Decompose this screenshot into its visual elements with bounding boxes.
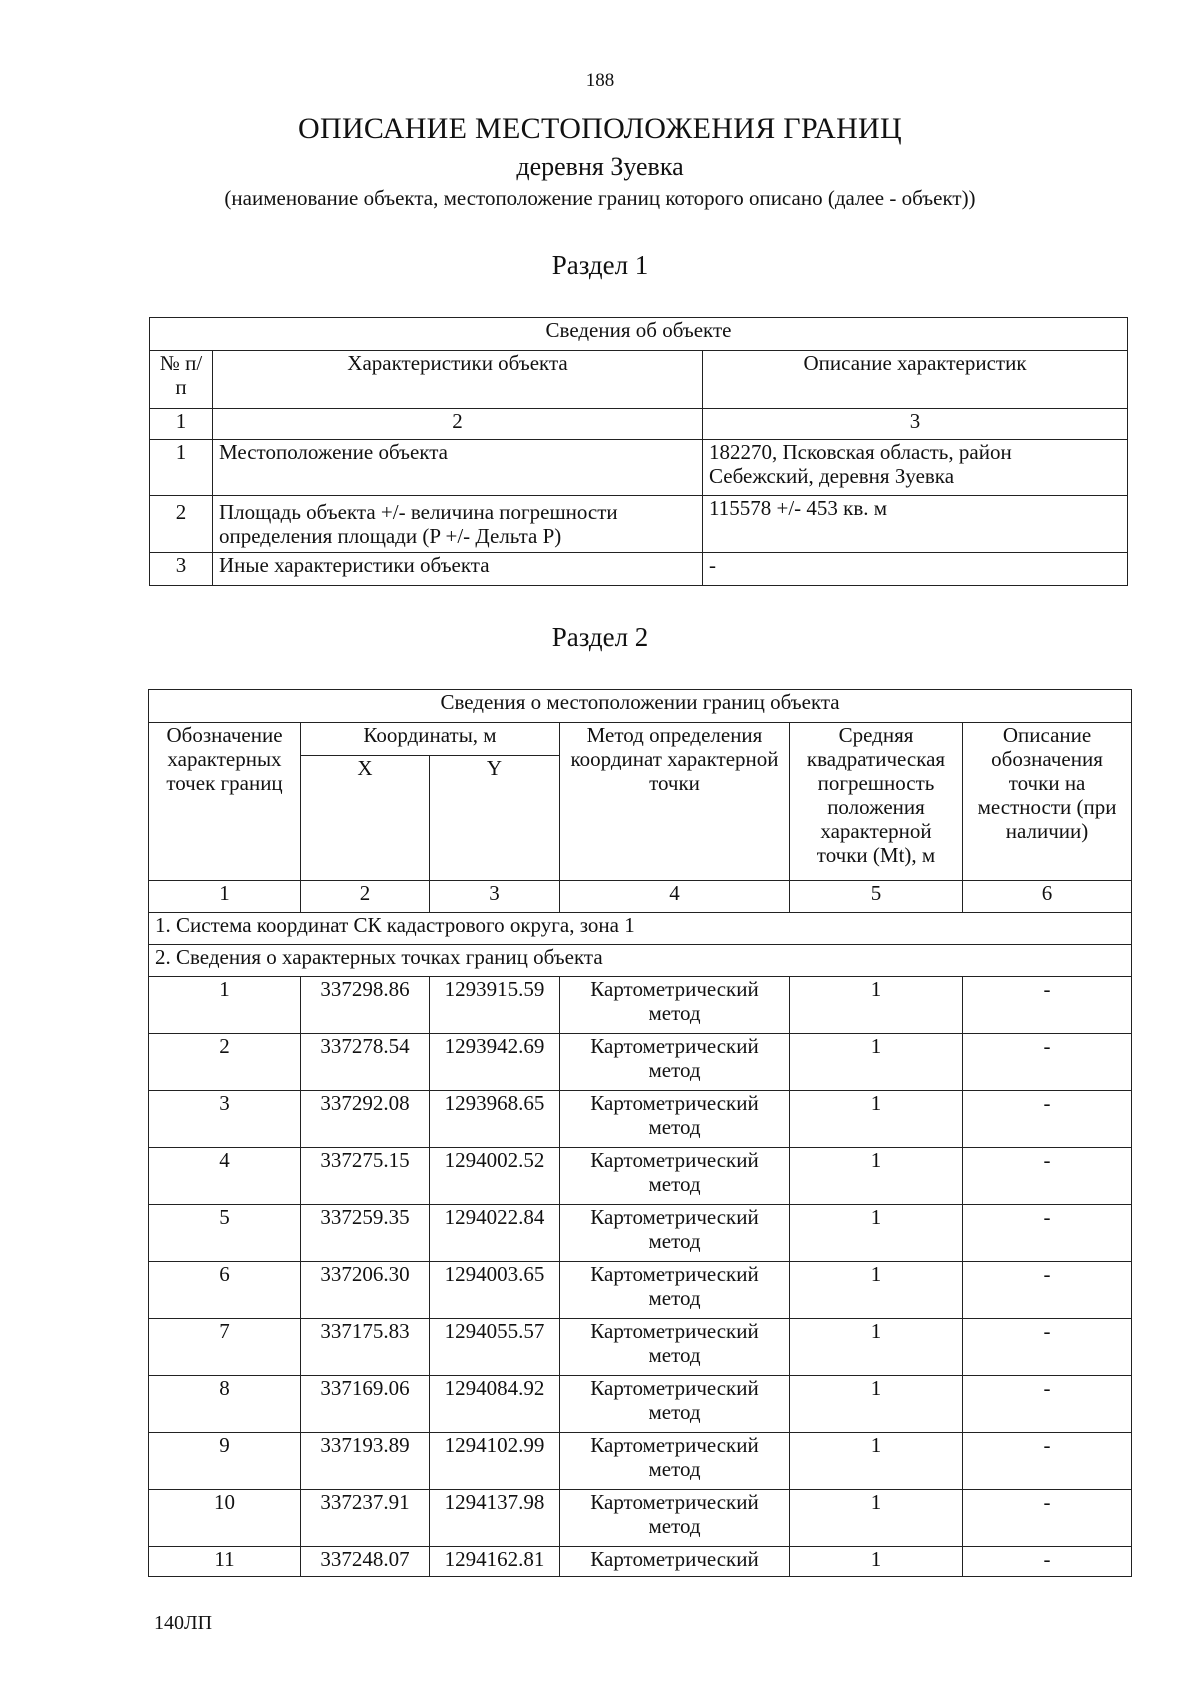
col-number: 3 (430, 881, 560, 913)
point-id: 6 (149, 1262, 301, 1319)
point-y: 1294055.57 (430, 1319, 560, 1376)
point-method: Картометрический метод (560, 1490, 790, 1547)
col-number: 4 (560, 881, 790, 913)
row-value: - (703, 553, 1128, 586)
point-mt: 1 (790, 1376, 963, 1433)
col-number: 1 (150, 409, 213, 440)
point-mt: 1 (790, 1262, 963, 1319)
row-value: 115578 +/- 453 кв. м (703, 496, 1128, 553)
point-description: - (963, 1319, 1132, 1376)
point-mt: 1 (790, 1148, 963, 1205)
point-description: - (963, 1091, 1132, 1148)
points-body (149, 977, 1132, 1547)
point-y: 1294003.65 (430, 1262, 560, 1319)
header-characteristic: Характеристики объекта (213, 351, 703, 409)
table-row (149, 1433, 1132, 1490)
point-x: 337237.91 (301, 1490, 430, 1547)
header-point: Обозначение характерных точек границ (149, 723, 301, 881)
section1-heading: Раздел 1 (551, 250, 649, 280)
point-x: 337193.89 (301, 1433, 430, 1490)
point-description: - (963, 1205, 1132, 1262)
point-y: 1294102.99 (430, 1433, 560, 1490)
object-info-table (149, 317, 1128, 586)
table-row (150, 553, 1128, 586)
object-name: деревня Зуевка (516, 152, 684, 181)
footer-code: 140ЛП (154, 1612, 213, 1634)
row-value: 182270, Псковская область, район Себежский, деревня Зуевка (703, 440, 1128, 496)
col-number: 3 (703, 409, 1128, 440)
point-x: 337292.08 (301, 1091, 430, 1148)
point-y: 1294084.92 (430, 1376, 560, 1433)
point-method: Картометрический (560, 1547, 790, 1577)
row-name: Иные характеристики объекта (213, 553, 703, 586)
point-method: Картометрический метод (560, 1205, 790, 1262)
point-method: Картометрический метод (560, 1376, 790, 1433)
header-description: Описание характеристик (703, 351, 1128, 409)
header-coords: Координаты, м (301, 723, 560, 756)
col-number: 1 (149, 881, 301, 913)
point-description: - (963, 1490, 1132, 1547)
point-y: 1294022.84 (430, 1205, 560, 1262)
point-y: 1294002.52 (430, 1148, 560, 1205)
point-method: Картометрический метод (560, 1433, 790, 1490)
boundary-points-table (148, 689, 1132, 1577)
header-point-description: Описание обозначения точки на местности (при наличии) (963, 723, 1132, 881)
point-description: - (963, 1262, 1132, 1319)
section2-heading: Раздел 2 (551, 622, 649, 652)
point-description: - (963, 977, 1132, 1034)
point-id: 9 (149, 1433, 301, 1490)
header-x: X (301, 756, 430, 881)
point-x: 337259.35 (301, 1205, 430, 1262)
point-y: 1293968.65 (430, 1091, 560, 1148)
table-row (149, 1319, 1132, 1376)
point-y: 1294137.98 (430, 1490, 560, 1547)
point-x: 337278.54 (301, 1034, 430, 1091)
header-error: Средняя квадратическая погрешность положения характерной точки (Mt), м (790, 723, 963, 881)
row-name: Местоположение объекта (213, 440, 703, 496)
point-mt: 1 (790, 1319, 963, 1376)
row-number: 1 (150, 440, 213, 496)
row-name: Площадь объекта +/- величина погрешности определения площади (P +/- Дельта P) (213, 496, 703, 553)
point-method: Картометрический метод (560, 1091, 790, 1148)
point-mt: 1 (790, 1433, 963, 1490)
point-method: Картометрический метод (560, 1148, 790, 1205)
document-title: ОПИСАНИЕ МЕСТОПОЛОЖЕНИЯ ГРАНИЦ (298, 112, 902, 145)
table-row (149, 1205, 1132, 1262)
point-id: 11 (149, 1547, 301, 1577)
col-number: 2 (301, 881, 430, 913)
point-mt: 1 (790, 1547, 963, 1577)
table-row (149, 1034, 1132, 1091)
table-row (149, 1148, 1132, 1205)
col-number: 5 (790, 881, 963, 913)
point-y: 1294162.81 (430, 1547, 560, 1577)
point-id: 5 (149, 1205, 301, 1262)
point-method: Картометрический метод (560, 1262, 790, 1319)
table-row (150, 440, 1128, 496)
points-title: 2. Сведения о характерных точках границ объекта (149, 945, 1132, 977)
point-description: - (963, 1376, 1132, 1433)
point-mt: 1 (790, 1091, 963, 1148)
point-id: 2 (149, 1034, 301, 1091)
point-x: 337275.15 (301, 1148, 430, 1205)
point-x: 337248.07 (301, 1547, 430, 1577)
header-y: Y (430, 756, 560, 881)
page-number: 188 (585, 70, 615, 91)
table-row (149, 1490, 1132, 1547)
col-number: 2 (213, 409, 703, 440)
point-mt: 1 (790, 1205, 963, 1262)
table-row (149, 1262, 1132, 1319)
point-mt: 1 (790, 977, 963, 1034)
point-description: - (963, 1034, 1132, 1091)
point-y: 1293915.59 (430, 977, 560, 1034)
point-description: - (963, 1433, 1132, 1490)
point-description: - (963, 1148, 1132, 1205)
table-row (150, 496, 1128, 553)
table-row (149, 1547, 1132, 1577)
header-number: № п/п (150, 351, 213, 409)
coord-system: 1. Система координат СК кадастрового округа, зона 1 (149, 913, 1132, 945)
table-row (149, 1091, 1132, 1148)
header-method: Метод определения координат характерной точки (560, 723, 790, 881)
point-id: 10 (149, 1490, 301, 1547)
point-method: Картометрический метод (560, 977, 790, 1034)
point-id: 3 (149, 1091, 301, 1148)
point-id: 1 (149, 977, 301, 1034)
point-x: 337298.86 (301, 977, 430, 1034)
point-description: - (963, 1547, 1132, 1577)
point-mt: 1 (790, 1490, 963, 1547)
table1-title: Сведения об объекте (150, 318, 1128, 351)
row-number: 3 (150, 553, 213, 586)
point-x: 337169.06 (301, 1376, 430, 1433)
point-x: 337175.83 (301, 1319, 430, 1376)
point-x: 337206.30 (301, 1262, 430, 1319)
point-id: 4 (149, 1148, 301, 1205)
point-id: 7 (149, 1319, 301, 1376)
object-caption: (наименование объекта, местоположение границ которого описано (далее - объект)) (224, 186, 976, 210)
point-method: Картометрический метод (560, 1034, 790, 1091)
col-number: 6 (963, 881, 1132, 913)
row-number: 2 (150, 496, 213, 553)
table2-title: Сведения о местоположении границ объекта (149, 690, 1132, 723)
point-method: Картометрический метод (560, 1319, 790, 1376)
table-row (149, 977, 1132, 1034)
point-y: 1293942.69 (430, 1034, 560, 1091)
table-row (149, 1376, 1132, 1433)
point-mt: 1 (790, 1034, 963, 1091)
point-id: 8 (149, 1376, 301, 1433)
